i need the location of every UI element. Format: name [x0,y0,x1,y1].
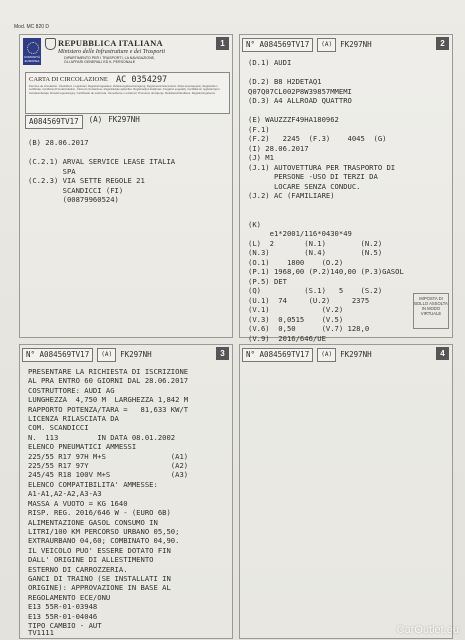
section-header [242,38,372,51]
a-label: (A) [317,38,336,52]
document-number: AC 0354297 [116,75,168,85]
section-2 [239,34,453,343]
notes-text: PRESENTARE LA RICHIESTA DI ISCRIZIONE AL PRA ENTRO 60 GIORNI DAL 28.06.2017 COSTRUTTORE: AUDI AG LUNGHEZZA 4,750 M LARGHEZZA 1,842 M RAPPORTO POTENZA/TARA = 81,633 KW/T LICENZA RILASCIATA DA COM. SCANDICCI N. 113 IN DATA 08.01.2002 ELENCO PNEUMATICI AMMESSI 225/55 R17 97H M+S (A1) 225/55 R17 97Y (A2) 245/45 R18 100V M+S (A3) ELENCO COMPATIBILITA' AMMESSE: A1-A1,A2-A2,A3-A3 MASSA A VUOTO = KG 1640 RISP. REG. 2016/646 W - (EURO 6B) ALIMENTAZIONE GASOL CONSUMO IN LITRI/100 KM PERCORSO URBANO 05,50; EXTRAURBANO 04,60; COMBINATO 04,90. IL VEICOLO PUO' ESSERE DOTATO FIN DALL' ORIGINE DI ALLESTIMENTO ESTERNO DI CARROZZERIA. GANCI DI TRAINO (SE INSTALLATI IN ORIGINE): APPROVAZIONE IN BASE AL REGOLAMENTO ECE/ONU E13 55R-01-03948 E13 55R-01-04046 TIPO CAMBIO - AUT [28,367,189,630]
plate-number: FK297NH [120,350,152,359]
republic-emblem-icon [45,38,56,50]
section-number: 4 [436,347,449,360]
a-label: (A) [317,348,336,362]
vehicle-details: (D.1) AUDI (D.2) B8 H2DETAQ1 Q07Q07CL002P8W39857MMEMI (D.3) A4 ALLROAD QUATTRO (E) WAUZZZF49HA180962 (F.1) (F.2) 2245 (F.3) 4045 (G) (I) 28.06.2017 (J) M1 (J.1) AUTOVETTURA PER TRASPORTO DI PERSONE -USO DI TERZI DA LOCARE SENZA CONDUC. (J.2) AC (FAMILIARE) (K) e1*2001/116*0430*49 (L) 2 (N.1) (N.2) (N.3) (N.4) (N.5) (O.1) 1800 (O.2) (P.1) 1968,00 (P.2)140,00 (P.3)GASOL (P.5) DET (Q) (S.1) 5 (S.2) (U.1) 74 (U.2) 2375 (V.1) (V.2) (V.3) 0,0515 (V.5) (V.6) 0,50 (V.7) 128,0 (V.9) 2016/646/UE [248,58,404,343]
republic-title: REPUBBLICA ITALIANA [58,38,163,48]
doc-number-box: N° A084569TV17 [22,348,93,362]
a-label: (A) [88,115,103,124]
section-header [242,348,372,361]
footer-code: TV1111 [28,628,54,637]
carta-title: CARTA DI CIRCOLAZIONE [29,76,108,83]
section-number: 2 [436,37,449,50]
doc-number-box: N° A084569TV17 [242,348,313,362]
bollo-stamp-box: IMPOSTA DI BOLLO ASSOLTA IN MODO VIRTUALE [413,293,449,329]
flag-text: COMUNITÀ EUROPEA [24,55,40,63]
section-4 [239,344,453,639]
owner-details: (B) 28.06.2017 (C.2.1) ARVAL SERVICE LEASE ITALIA SPA (C.2.3) VIA SETTE REGOLE 21 SCANDICCI (FI) (00879960524) [28,138,176,204]
carta-header-box [25,72,230,114]
section-3 [19,344,233,639]
plate-row [25,115,140,129]
eu-flag-icon [23,38,41,65]
section-1 [19,34,233,338]
model-code: Mod. MC 820 D [14,24,50,30]
watermark: CarOutlet.eu [396,624,459,636]
plate-number: FK297NH [340,350,372,359]
section-number: 3 [216,347,229,360]
a-label: (A) [97,348,116,362]
doc-number-box: N° A084569TV17 [242,38,313,52]
multilang-titles: Permiso de circulación. Osvědčení o registraci. Registreringsattest. Zulassungsbescheinigung. Registreerimistunnistus. Άδεια κυκλοφορίας. Registration certificate. Certificat d'immatriculation. Carta di circolazione. Reģistrācijas apliecība. Registracijos liudijimas. Forgalmi engedély. Ċertifikat ta' reġistrazzjoni. Kentekenbewijs. Dowód rejestracyjny. Certificado de matrícula. Osvedčenie o evidencii. Prometno dovoljenje. Rekisteröintitodistus. Registreringsbevis. [29,84,221,95]
plate-number: FK297NH [108,115,140,124]
section-header [22,348,152,361]
plate-number: FK297NH [340,40,372,49]
department-lines: DIPARTIMENTO PER I TRASPORTI, LA NAVIGAZIONE, GLI AFFARI GENERALI ED IL PERSONALE [64,56,156,64]
section-number: 1 [216,37,229,50]
registration-code: A084569TV17 [25,115,83,129]
ministry-title: Ministero delle Infrastrutture e dei Trasporti [58,49,166,55]
